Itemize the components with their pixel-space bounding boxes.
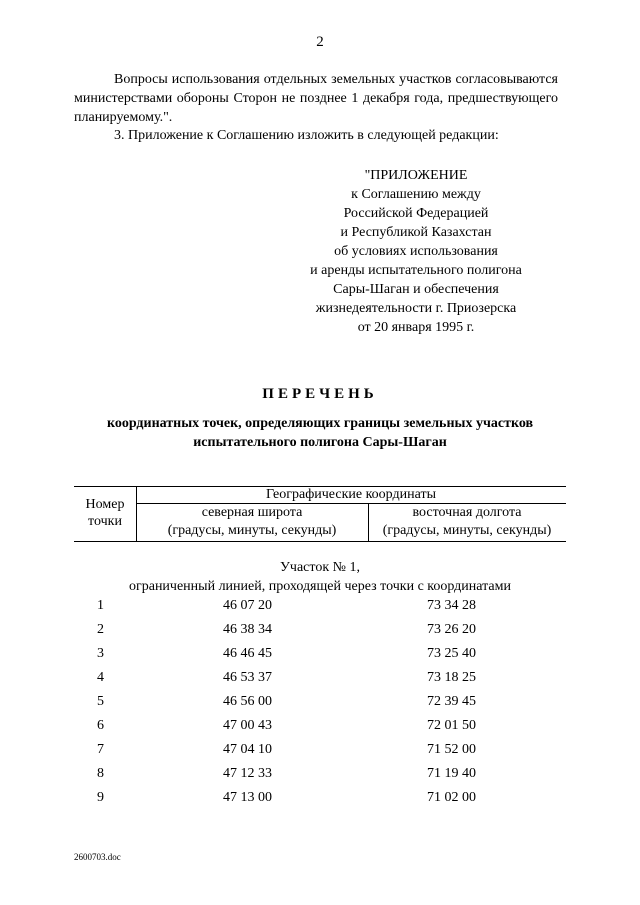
point-longitude: 73 25 40 [427, 646, 476, 661]
header-lon-line2: (градусы, минуты, секунды) [382, 523, 552, 538]
point-latitude: 47 04 10 [223, 742, 272, 757]
coordinates-table-header [74, 486, 566, 542]
table-bottom-rule [74, 541, 566, 542]
table-row [0, 742, 640, 766]
table-row [0, 670, 640, 694]
point-number: 4 [97, 670, 104, 685]
coordinates-table-body [0, 598, 640, 814]
point-longitude: 71 19 40 [427, 766, 476, 781]
header-geo: Географические координаты [266, 487, 436, 502]
point-longitude: 71 02 00 [427, 790, 476, 805]
table-mid-rule [136, 503, 566, 504]
table-row [0, 622, 640, 646]
paragraph-land-use: Вопросы использования отдельных земельных участков согласовываются министерствами обороны Сторон не позднее 1 декабря года, предшествующего планируемому.". [74, 72, 558, 125]
header-lon-line1: восточная долгота [412, 505, 522, 520]
point-longitude: 72 39 45 [427, 694, 476, 709]
header-lat-line2: (градусы, минуты, секунды) [167, 523, 337, 538]
header-num-line1: Номер [85, 497, 125, 512]
point-longitude: 73 26 20 [427, 622, 476, 637]
point-number: 6 [97, 718, 104, 733]
point-latitude: 46 56 00 [223, 694, 272, 709]
file-reference: 2600703.doc [74, 852, 121, 862]
appendix-line: и Республикой Казахстан [340, 225, 492, 240]
point-latitude: 47 12 33 [223, 766, 272, 781]
section-heading [0, 558, 640, 596]
point-latitude: 47 13 00 [223, 790, 272, 805]
point-longitude: 72 01 50 [427, 718, 476, 733]
point-number: 1 [97, 598, 104, 613]
table-row [0, 694, 640, 718]
appendix-line: от 20 января 1995 г. [357, 320, 475, 335]
point-number: 7 [97, 742, 104, 757]
table-row [0, 718, 640, 742]
point-number: 9 [97, 790, 104, 805]
subtitle-line: испытательного полигона Сары-Шаган [193, 435, 447, 450]
header-num-line2: точки [88, 514, 122, 529]
appendix-line: "ПРИЛОЖЕНИЕ [364, 168, 468, 183]
page-number: 2 [316, 34, 324, 50]
document-title: ПЕРЕЧЕНЬ [262, 386, 378, 402]
appendix-line: об условиях использования [334, 244, 498, 259]
point-latitude: 46 07 20 [223, 598, 272, 613]
appendix-header [300, 166, 532, 337]
header-lat-line1: северная широта [201, 505, 303, 520]
table-row [0, 646, 640, 670]
point-latitude: 46 38 34 [223, 622, 272, 637]
point-latitude: 46 46 45 [223, 646, 272, 661]
subtitle-line: координатных точек, определяющих границы земельных участков [106, 416, 534, 431]
table-row [0, 598, 640, 622]
section-line: ограниченный линией, проходящей через точки с координатами [128, 579, 511, 594]
point-latitude: 47 00 43 [223, 718, 272, 733]
appendix-line: Российской Федерацией [343, 206, 489, 221]
point-number: 2 [97, 622, 104, 637]
table-row [0, 790, 640, 814]
appendix-line: жизнедеятельности г. Приозерска [315, 301, 517, 316]
point-longitude: 73 18 25 [427, 670, 476, 685]
point-latitude: 46 53 37 [223, 670, 272, 685]
document-subtitle [0, 414, 640, 452]
point-longitude: 73 34 28 [427, 598, 476, 613]
point-longitude: 71 52 00 [427, 742, 476, 757]
appendix-line: к Соглашению между [351, 187, 481, 202]
section-line: Участок № 1, [280, 560, 360, 575]
paragraph-appendix-intro: 3. Приложение к Соглашению изложить в следующей редакции: [114, 128, 499, 143]
point-number: 3 [97, 646, 104, 661]
table-row [0, 766, 640, 790]
point-number: 5 [97, 694, 104, 709]
appendix-line: и аренды испытательного полигона [310, 263, 522, 278]
appendix-line: Сары-Шаган и обеспечения [333, 282, 499, 297]
point-number: 8 [97, 766, 104, 781]
